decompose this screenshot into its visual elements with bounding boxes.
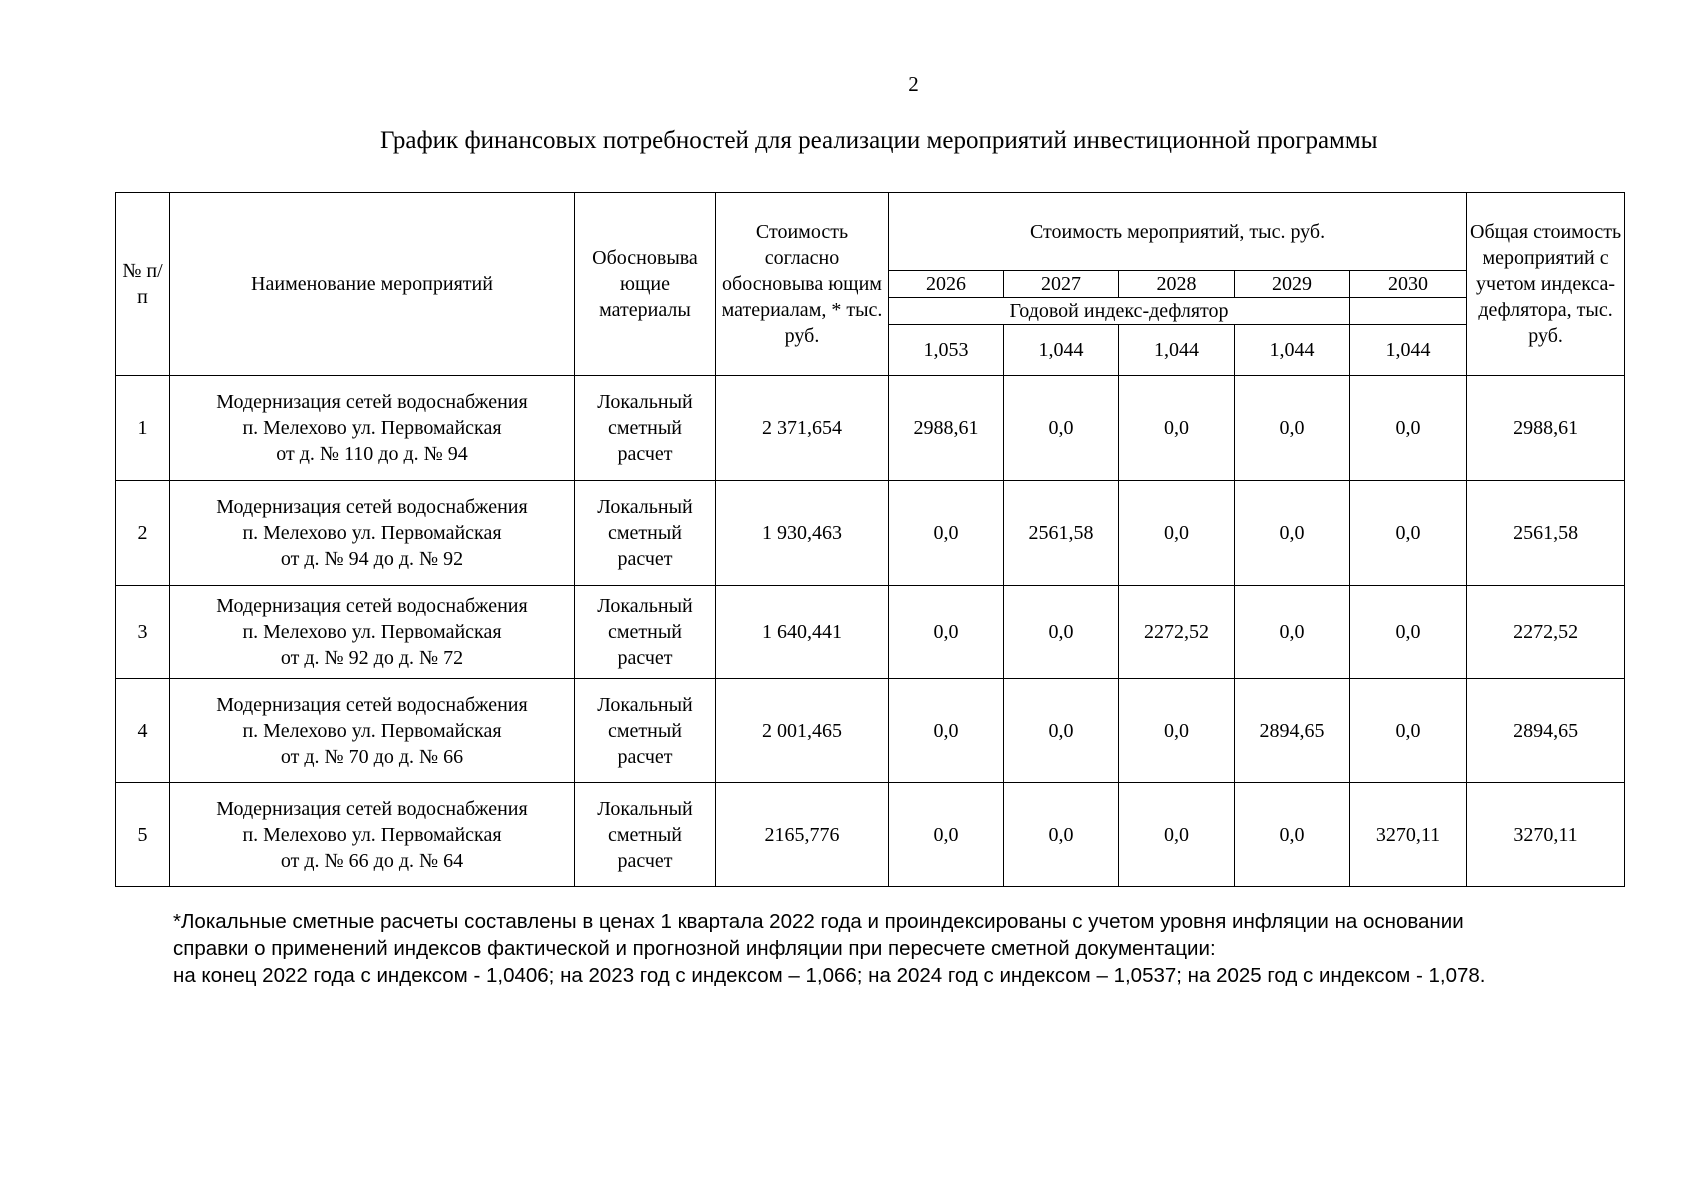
cell-year-value: 0,0 <box>1350 376 1467 481</box>
cell-year-value: 0,0 <box>1350 481 1467 586</box>
cell-year-value: 0,0 <box>1235 481 1350 586</box>
footnote-line: *Локальные сметные расчеты составлены в ценах 1 квартала 2022 года и проиндексированы с учетом уровня инфляции на основании <box>173 910 1464 933</box>
cell-num: 4 <box>116 679 170 783</box>
cell-name: Модернизация сетей водоснабжения п. Мелехово ул. Первомайская от д. № 110 до д. № 94 <box>170 376 575 481</box>
header-basis: Обосновыва ющие материалы <box>575 193 716 376</box>
cell-year-value: 2894,65 <box>1235 679 1350 783</box>
cell-basis: Локальный сметный расчет <box>575 481 716 586</box>
cell-basis: Локальный сметный расчет <box>575 783 716 887</box>
cell-name: Модернизация сетей водоснабжения п. Мелехово ул. Первомайская от д. № 94 до д. № 92 <box>170 481 575 586</box>
header-deflator: 1,053 <box>889 325 1004 376</box>
footnote-line: справки о применений индексов фактической и прогнозной инфляции при пересчете сметной документации: <box>173 937 1216 960</box>
cell-num: 2 <box>116 481 170 586</box>
financial-needs-table <box>115 192 1625 887</box>
cell-year-value: 2561,58 <box>1004 481 1119 586</box>
header-year: 2028 <box>1119 271 1235 298</box>
cell-total: 2272,52 <box>1467 586 1625 679</box>
cell-year-value: 3270,11 <box>1350 783 1467 887</box>
header-name: Наименование мероприятий <box>170 193 575 376</box>
header-year: 2029 <box>1235 271 1350 298</box>
cell-cost: 1 930,463 <box>716 481 889 586</box>
cell-basis: Локальный сметный расчет <box>575 679 716 783</box>
cell-year-value: 2272,52 <box>1119 586 1235 679</box>
cell-total: 3270,11 <box>1467 783 1625 887</box>
table-row <box>116 679 1625 783</box>
cell-basis: Локальный сметный расчет <box>575 586 716 679</box>
cell-cost: 2165,776 <box>716 783 889 887</box>
cell-year-value: 0,0 <box>1119 679 1235 783</box>
header-cost-basis: Стоимость согласно обосновыва ющим материалам, * тыс. руб. <box>716 193 889 376</box>
cell-basis: Локальный сметный расчет <box>575 376 716 481</box>
document-title: График финансовых потребностей для реализации мероприятий инвестиционной программы <box>380 127 1378 154</box>
footnote <box>173 908 1613 989</box>
header-deflator: 1,044 <box>1004 325 1119 376</box>
cell-year-value: 0,0 <box>1119 376 1235 481</box>
header-deflator: 1,044 <box>1119 325 1235 376</box>
table-row <box>116 586 1625 679</box>
cell-year-value: 0,0 <box>889 679 1004 783</box>
cell-year-value: 0,0 <box>1004 376 1119 481</box>
header-deflator-blank <box>1350 298 1467 325</box>
cell-num: 3 <box>116 586 170 679</box>
table-row <box>116 783 1625 887</box>
cell-year-value: 0,0 <box>1235 783 1350 887</box>
cell-total: 2561,58 <box>1467 481 1625 586</box>
cell-cost: 2 371,654 <box>716 376 889 481</box>
cell-year-value: 0,0 <box>1119 783 1235 887</box>
cell-num: 1 <box>116 376 170 481</box>
table-row <box>116 376 1625 481</box>
header-total: Общая стоимость мероприятий с учетом индекса-дефлятора, тыс. руб. <box>1467 193 1625 376</box>
cell-name: Модернизация сетей водоснабжения п. Мелехово ул. Первомайская от д. № 66 до д. № 64 <box>170 783 575 887</box>
cell-name: Модернизация сетей водоснабжения п. Мелехово ул. Первомайская от д. № 70 до д. № 66 <box>170 679 575 783</box>
cell-year-value: 0,0 <box>1119 481 1235 586</box>
footnote-line: на конец 2022 года с индексом - 1,0406; на 2023 год с индексом – 1,066; на 2024 год с индексом – 1,0537; на 2025 год с индексом - 1,078. <box>173 964 1486 987</box>
cell-year-value: 0,0 <box>889 481 1004 586</box>
cell-total: 2894,65 <box>1467 679 1625 783</box>
header-year: 2030 <box>1350 271 1467 298</box>
cell-year-value: 0,0 <box>1350 679 1467 783</box>
cell-cost: 1 640,441 <box>716 586 889 679</box>
cell-year-value: 0,0 <box>1235 586 1350 679</box>
cell-name: Модернизация сетей водоснабжения п. Мелехово ул. Первомайская от д. № 92 до д. № 72 <box>170 586 575 679</box>
cell-total: 2988,61 <box>1467 376 1625 481</box>
cell-year-value: 0,0 <box>889 783 1004 887</box>
header-num: № п/п <box>116 193 170 376</box>
header-year: 2027 <box>1004 271 1119 298</box>
cell-year-value: 0,0 <box>889 586 1004 679</box>
header-deflator: 1,044 <box>1350 325 1467 376</box>
cell-year-value: 0,0 <box>1004 783 1119 887</box>
header-cost-events: Стоимость мероприятий, тыс. руб. <box>889 193 1467 271</box>
header-year: 2026 <box>889 271 1004 298</box>
cell-year-value: 0,0 <box>1004 586 1119 679</box>
cell-year-value: 0,0 <box>1004 679 1119 783</box>
table-row <box>116 481 1625 586</box>
cell-num: 5 <box>116 783 170 887</box>
cell-year-value: 2988,61 <box>889 376 1004 481</box>
header-deflator: 1,044 <box>1235 325 1350 376</box>
cell-cost: 2 001,465 <box>716 679 889 783</box>
page-number: 2 <box>908 72 919 96</box>
cell-year-value: 0,0 <box>1350 586 1467 679</box>
cell-year-value: 0,0 <box>1235 376 1350 481</box>
header-deflator-label: Годовой индекс-дефлятор <box>889 298 1350 325</box>
